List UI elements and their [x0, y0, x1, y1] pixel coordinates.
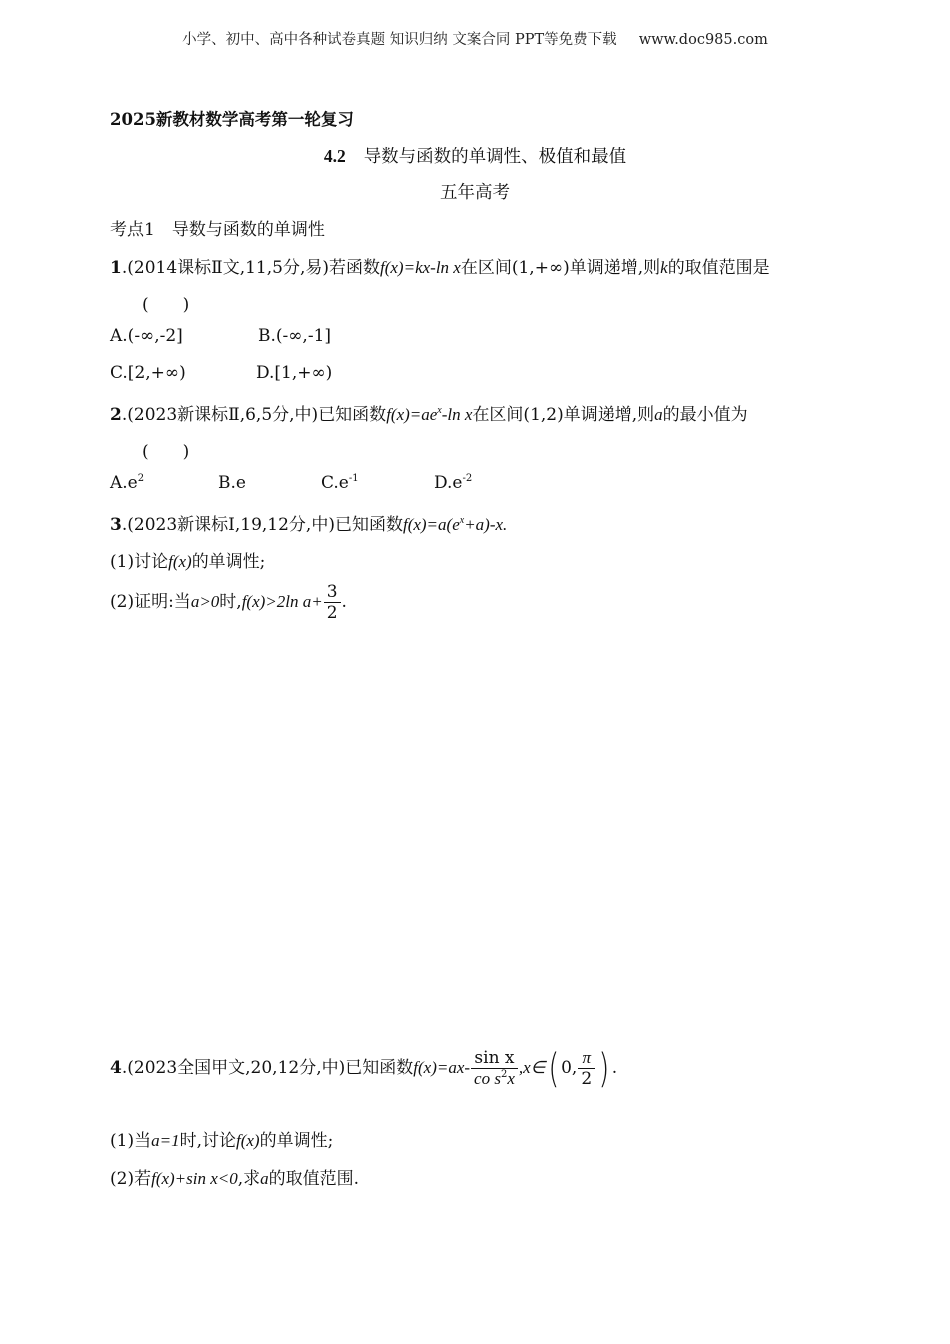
page-header	[0, 28, 950, 49]
question-text: 在区间(1,2)单调递增,则	[472, 405, 655, 425]
option-d: D.[1,+∞)	[256, 363, 333, 383]
question-source: .(2023新课标Ⅰ,19,12分,中)	[121, 515, 335, 535]
section-title: 导数与函数的单调性、极值和最值	[363, 147, 627, 167]
fraction	[324, 582, 341, 623]
math-inequality: f(x)>2ln a+	[241, 592, 323, 611]
math-function: f(x)=ae	[386, 405, 438, 424]
option-c	[321, 473, 359, 493]
fraction-numerator: 3	[324, 582, 341, 603]
option-b: B.(-∞,-1]	[258, 326, 332, 346]
math-function: +a)-x.	[464, 515, 508, 534]
math-domain: ,x∈	[518, 1058, 546, 1077]
header-site-link[interactable]: www.doc985.com	[638, 32, 768, 48]
section-number: 4.2	[323, 146, 346, 166]
interval-start: 0,	[561, 1058, 578, 1078]
answer-blank: ( )	[142, 442, 190, 462]
question-3-stem	[110, 510, 507, 535]
math-variable: k	[660, 258, 668, 277]
fraction-numerator	[578, 1048, 595, 1069]
question-text: 若函数	[329, 258, 380, 278]
section-heading	[0, 143, 950, 168]
option-exponent: -2	[462, 473, 473, 484]
fraction	[578, 1048, 595, 1089]
math-symbol: π	[582, 1048, 592, 1067]
question-1-stem	[110, 253, 770, 278]
math-exponent: x	[459, 515, 465, 526]
header-slogan: 小学、初中、高中各种试卷真题 知识归纳 文案合同 PPT等免费下载	[182, 32, 617, 48]
question-text: 的单调性;	[191, 552, 266, 572]
math-function: f(x)	[168, 552, 192, 571]
question-2-stem	[110, 400, 748, 425]
question-text: ,求	[237, 1169, 261, 1189]
question-4-part-1	[110, 1126, 333, 1151]
fraction-denominator: 2	[326, 603, 338, 623]
fraction-denominator	[471, 1069, 518, 1089]
math-function: -ln x	[441, 405, 473, 424]
question-text: 的单调性;	[259, 1131, 334, 1151]
question-3-part-1	[110, 547, 265, 572]
question-source: .(2014课标Ⅱ文,11,5分,易)	[121, 258, 329, 278]
question-4-stem	[110, 1045, 618, 1092]
math-text: co s	[474, 1069, 501, 1088]
question-number: 4	[110, 1058, 122, 1078]
question-text: 已知函数	[318, 405, 387, 425]
topic-heading: 考点1 导数与函数的单调性	[110, 220, 325, 240]
fraction-numerator: sin x	[471, 1048, 518, 1069]
subtitle: 五年高考	[440, 183, 510, 203]
question-text: 的取值范围.	[268, 1169, 360, 1189]
question-source: .(2023新课标Ⅱ,6,5分,中)	[121, 405, 319, 425]
question-number: 2	[110, 405, 122, 425]
question-text: 已知函数	[345, 1058, 414, 1078]
math-function: f(x)=kx-ln x	[380, 258, 461, 277]
math-exponent: 2	[500, 1069, 508, 1080]
fraction	[471, 1048, 518, 1089]
math-condition: a>0	[190, 592, 220, 611]
question-number: 1	[110, 258, 122, 278]
math-function: f(x)	[235, 1131, 260, 1150]
option-b	[218, 473, 246, 493]
question-text: 在区间(1,+∞)单调递增,则	[460, 258, 661, 278]
question-text: (2)若	[110, 1169, 152, 1189]
punctuation: .	[341, 592, 347, 612]
math-exponent: x	[437, 405, 442, 416]
option-exponent: 2	[137, 473, 145, 484]
question-text: (1)当	[110, 1131, 152, 1151]
option-text: A.e	[110, 473, 138, 493]
right-paren: )	[598, 1045, 610, 1092]
option-c: C.[2,+∞)	[110, 363, 186, 383]
question-text: 的最小值为	[662, 405, 748, 425]
math-function: f(x)=a(e	[402, 515, 460, 534]
math-variable: a	[654, 405, 663, 424]
option-a	[110, 473, 144, 493]
punctuation: .	[611, 1058, 618, 1078]
math-variable: x	[507, 1069, 515, 1088]
question-4-part-2	[110, 1164, 359, 1189]
series-title: 2025新教材数学高考第一轮复习	[110, 110, 354, 129]
question-text: 时,	[219, 592, 242, 612]
left-paren: (	[547, 1045, 559, 1092]
option-text: B.e	[218, 473, 246, 493]
question-text: (2)证明:当	[110, 592, 191, 612]
option-text: C.e	[321, 473, 349, 493]
math-inequality: f(x)+sin x<0	[151, 1169, 238, 1188]
option-d	[434, 473, 472, 493]
question-text: 已知函数	[334, 515, 403, 535]
math-condition: a=1	[151, 1131, 180, 1150]
question-text: (1)讨论	[110, 552, 169, 572]
question-text: 时,讨论	[179, 1131, 236, 1151]
option-a: A.(-∞,-2]	[110, 326, 183, 346]
option-text: D.e	[434, 473, 463, 493]
math-variable: a	[260, 1169, 269, 1188]
option-exponent: -1	[348, 473, 359, 484]
question-source: .(2023全国甲文,20,12分,中)	[121, 1058, 346, 1078]
fraction-denominator: 2	[581, 1069, 593, 1089]
math-function: f(x)=ax-	[413, 1058, 471, 1077]
answer-blank: ( )	[142, 295, 190, 315]
question-number: 3	[110, 515, 122, 535]
question-3-part-2	[110, 582, 347, 623]
question-text: 的取值范围是	[667, 258, 770, 278]
